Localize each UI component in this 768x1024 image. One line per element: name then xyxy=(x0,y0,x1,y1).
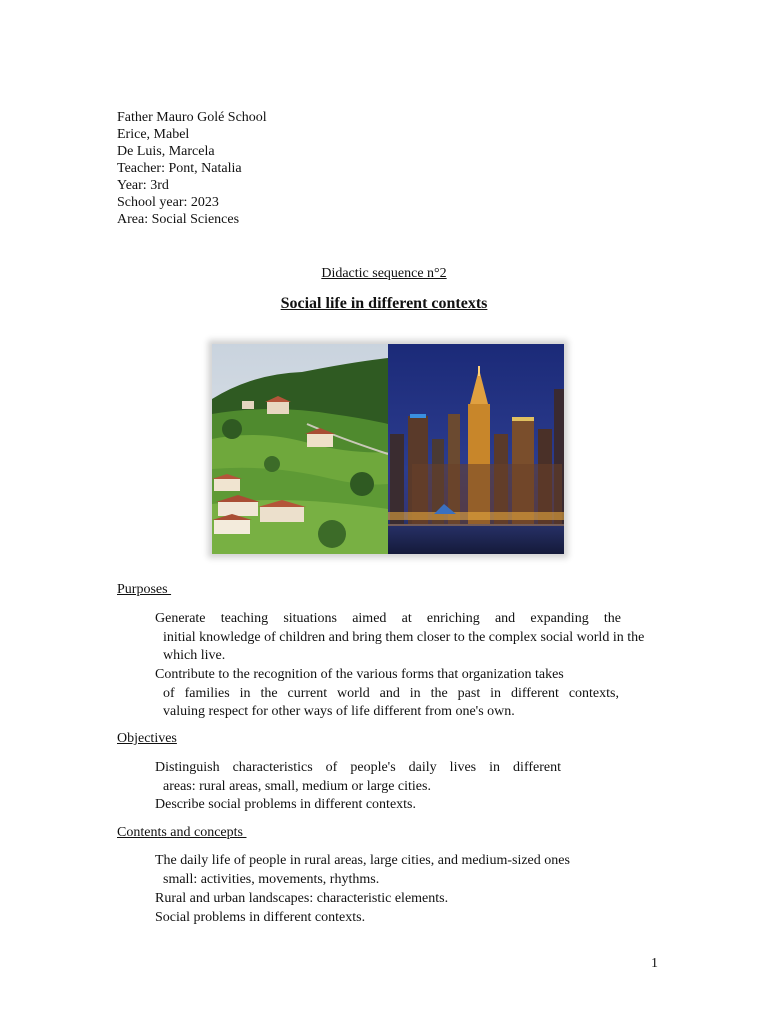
bullet-icon xyxy=(143,890,155,909)
author-1: Erice, Mabel xyxy=(117,127,190,142)
year: Year: 3rd xyxy=(117,178,169,193)
purpose-2-line-1: Contribute to the recognition of the various forms that organization takes xyxy=(155,667,564,682)
content-item-1 xyxy=(143,852,621,889)
bullet-icon xyxy=(143,666,155,685)
author-2: De Luis, Marcela xyxy=(117,144,215,159)
objective-item-1 xyxy=(143,759,561,796)
document-header xyxy=(117,109,267,228)
content-2-line-1: Rural and urban landscapes: characteristic elements. xyxy=(155,891,449,906)
bullet-icon xyxy=(143,759,155,778)
document-title xyxy=(0,295,768,313)
objective-2-line-1: Describe social problems in different contexts. xyxy=(155,797,416,812)
content-item-3 xyxy=(143,909,621,928)
bullet-icon xyxy=(143,610,155,629)
area: Area: Social Sciences xyxy=(117,212,240,227)
contents-heading: Contents and concepts xyxy=(117,825,247,840)
page-number: 1 xyxy=(651,956,658,971)
rural-urban-photo xyxy=(212,344,564,554)
purpose-1-line-1: Generate teaching situations aimed at enriching and expanding the xyxy=(155,611,621,626)
sequence-label xyxy=(0,266,768,282)
content-1-line-1: The daily life of people in rural areas, large cities, and medium-sized ones xyxy=(155,853,570,868)
bullet-icon xyxy=(143,796,155,815)
content-3-line-1: Social problems in different contexts. xyxy=(155,910,366,925)
document-title-text: Social life in different contexts xyxy=(280,295,488,312)
content-1-line-2: small: activities, movements, rhythms. xyxy=(163,871,380,887)
objective-1-line-1: Distinguish characteristics of people's daily lives in different xyxy=(155,760,561,775)
purposes-heading: Purposes xyxy=(117,582,172,597)
bullet-icon xyxy=(143,852,155,871)
school-year: School year: 2023 xyxy=(117,195,219,210)
school-name: Father Mauro Golé School xyxy=(117,110,267,125)
purpose-1-line-2: initial knowledge of children and bring them closer to the complex social world in the xyxy=(163,629,645,645)
purpose-1-line-3: which live. xyxy=(163,648,226,664)
purpose-item-2 xyxy=(143,666,621,722)
purpose-2-line-2: of families in the current world and in the past in different contexts, xyxy=(163,685,619,701)
bullet-icon xyxy=(143,909,155,928)
rural-urban-illustration xyxy=(212,344,564,554)
teacher: Teacher: Pont, Natalia xyxy=(117,161,242,176)
purpose-item-1 xyxy=(143,610,645,666)
objectives-heading: Objectives xyxy=(117,731,177,746)
sequence-text: Didactic sequence n°2 xyxy=(321,266,447,281)
content-item-2 xyxy=(143,890,621,909)
purpose-2-line-3: valuing respect for other ways of life different from one's own. xyxy=(163,704,515,720)
objective-1-line-2: areas: rural areas, small, medium or large cities. xyxy=(163,778,431,794)
objective-item-2 xyxy=(143,796,621,815)
